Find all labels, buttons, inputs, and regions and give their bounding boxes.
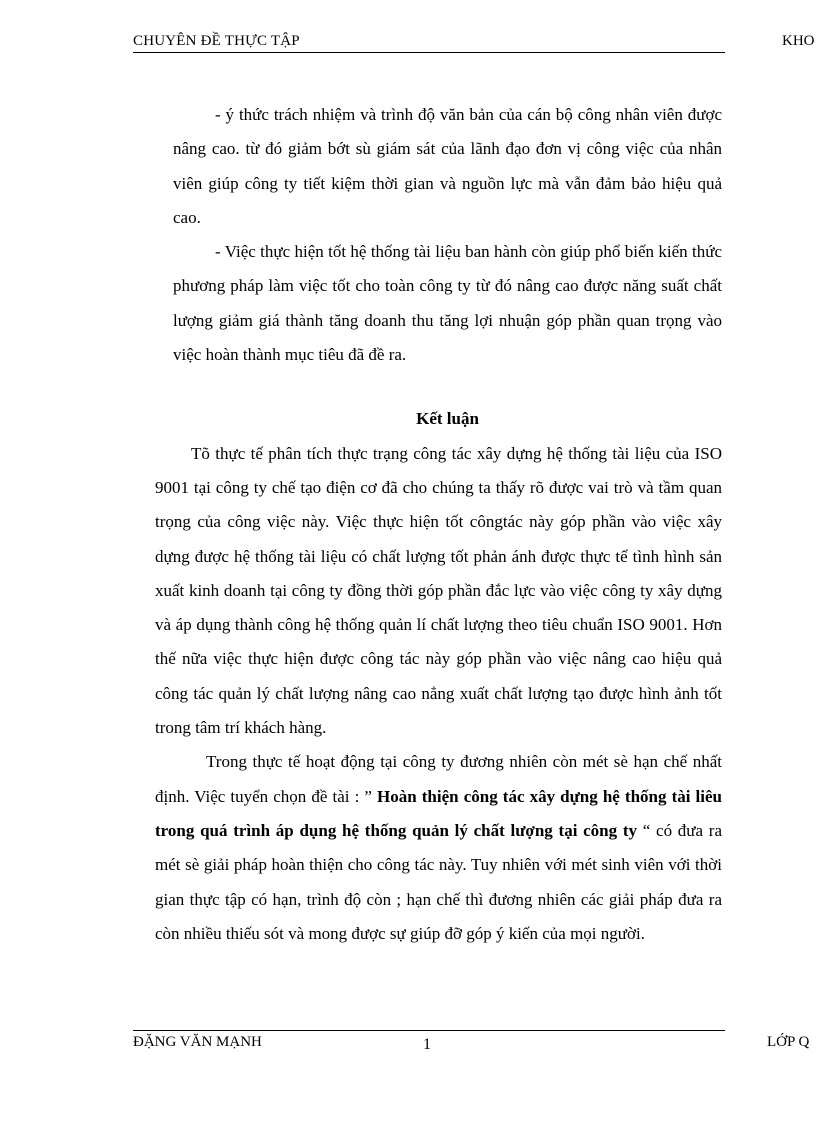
- paragraph-conclusion-2: [155, 745, 722, 951]
- paragraph-benefits-2: - Việc thực hiện tốt hệ thống tài liệu ban hành còn giúp phổ biến kiến thức phương pháp làm việc tốt cho toàn công ty từ đó nâng cao được năng suất chất lượng giảm giá thành tăng doanh thu tăng lợi nhuận góp phần quan trọng vào việc hoàn thành mục tiêu đã đề ra.: [173, 242, 722, 365]
- paragraph-text: “ có đưa ra mét sè giải pháp hoàn thiện cho công tác này. Tuy nhiên với mét sinh viên với thời gian thực tập có hạn, trình độ còn ; hạn chế thì đương nhiên các giải pháp đưa ra còn nhiều thiếu sót và mong được sự giúp đỡ góp ý kiến của mọi người.: [155, 820, 722, 943]
- document-body: [155, 98, 722, 951]
- header-right-text: KHO: [782, 33, 815, 49]
- footer-page-number: 1: [423, 1036, 431, 1053]
- header-title: CHUYÊN ĐỀ THỰC TẬP: [133, 33, 300, 49]
- section-heading-conclusion: Kết luận: [416, 409, 479, 429]
- footer-divider: [133, 1030, 725, 1031]
- header-divider: [133, 52, 725, 53]
- paragraph-conclusion-1: Tõ thực tế phân tích thực trạng công tác xây dựng hệ thống tài liệu của ISO 9001 tại công ty chế tạo điện cơ đã cho chúng ta thấy rõ được vai trò và tầm quan trọng của công việc này. Việc thực hiện tốt côngtác này góp phần vào việc xây dựng được hệ thống tài liệu có chất lượng tốt phản ánh được thực tế tình hình sản xuất kinh doanh tại công ty đồng thời góp phần đắc lực vào việc công ty xây dựng và áp dụng thành công hệ thống quản lí chất lượng theo tiêu chuẩn ISO 9001. Hơn thế nữa việc thực hiện được công tác này góp phần vào việc nâng cao hiệu quả công tác quản lý chất lượng nâng cao nẳng xuất chất lượng tạo được hình ảnh tốt trong tâm trí khách hàng.: [155, 443, 722, 738]
- paragraph-text: Trong thực tế hoạt động tại công ty đương nhiên còn mét sè hạn chế nhất định. Việc tuyển chọn đề tài : ”: [155, 752, 722, 806]
- thesis-title-bold: Hoàn thiện công tác xây dựng hệ thống tài liêu trong quá trình áp dụng hệ thống quản lý chất lượng tại công ty: [155, 786, 722, 840]
- footer-author: ĐẶNG VĂN MẠNH: [133, 1034, 262, 1050]
- paragraph-benefits-1: - ý thức trách nhiệm và trình độ văn bản của cán bộ công nhân viên được nâng cao. từ đó giảm bớt sù giám sát của lãnh đạo đơn vị công việc của nhân viên giúp công ty tiết kiệm thời gian và nguồn lực mà vẫn đảm bảo hiệu quả cao.: [173, 105, 722, 227]
- footer-class: LỚP Q: [767, 1034, 810, 1050]
